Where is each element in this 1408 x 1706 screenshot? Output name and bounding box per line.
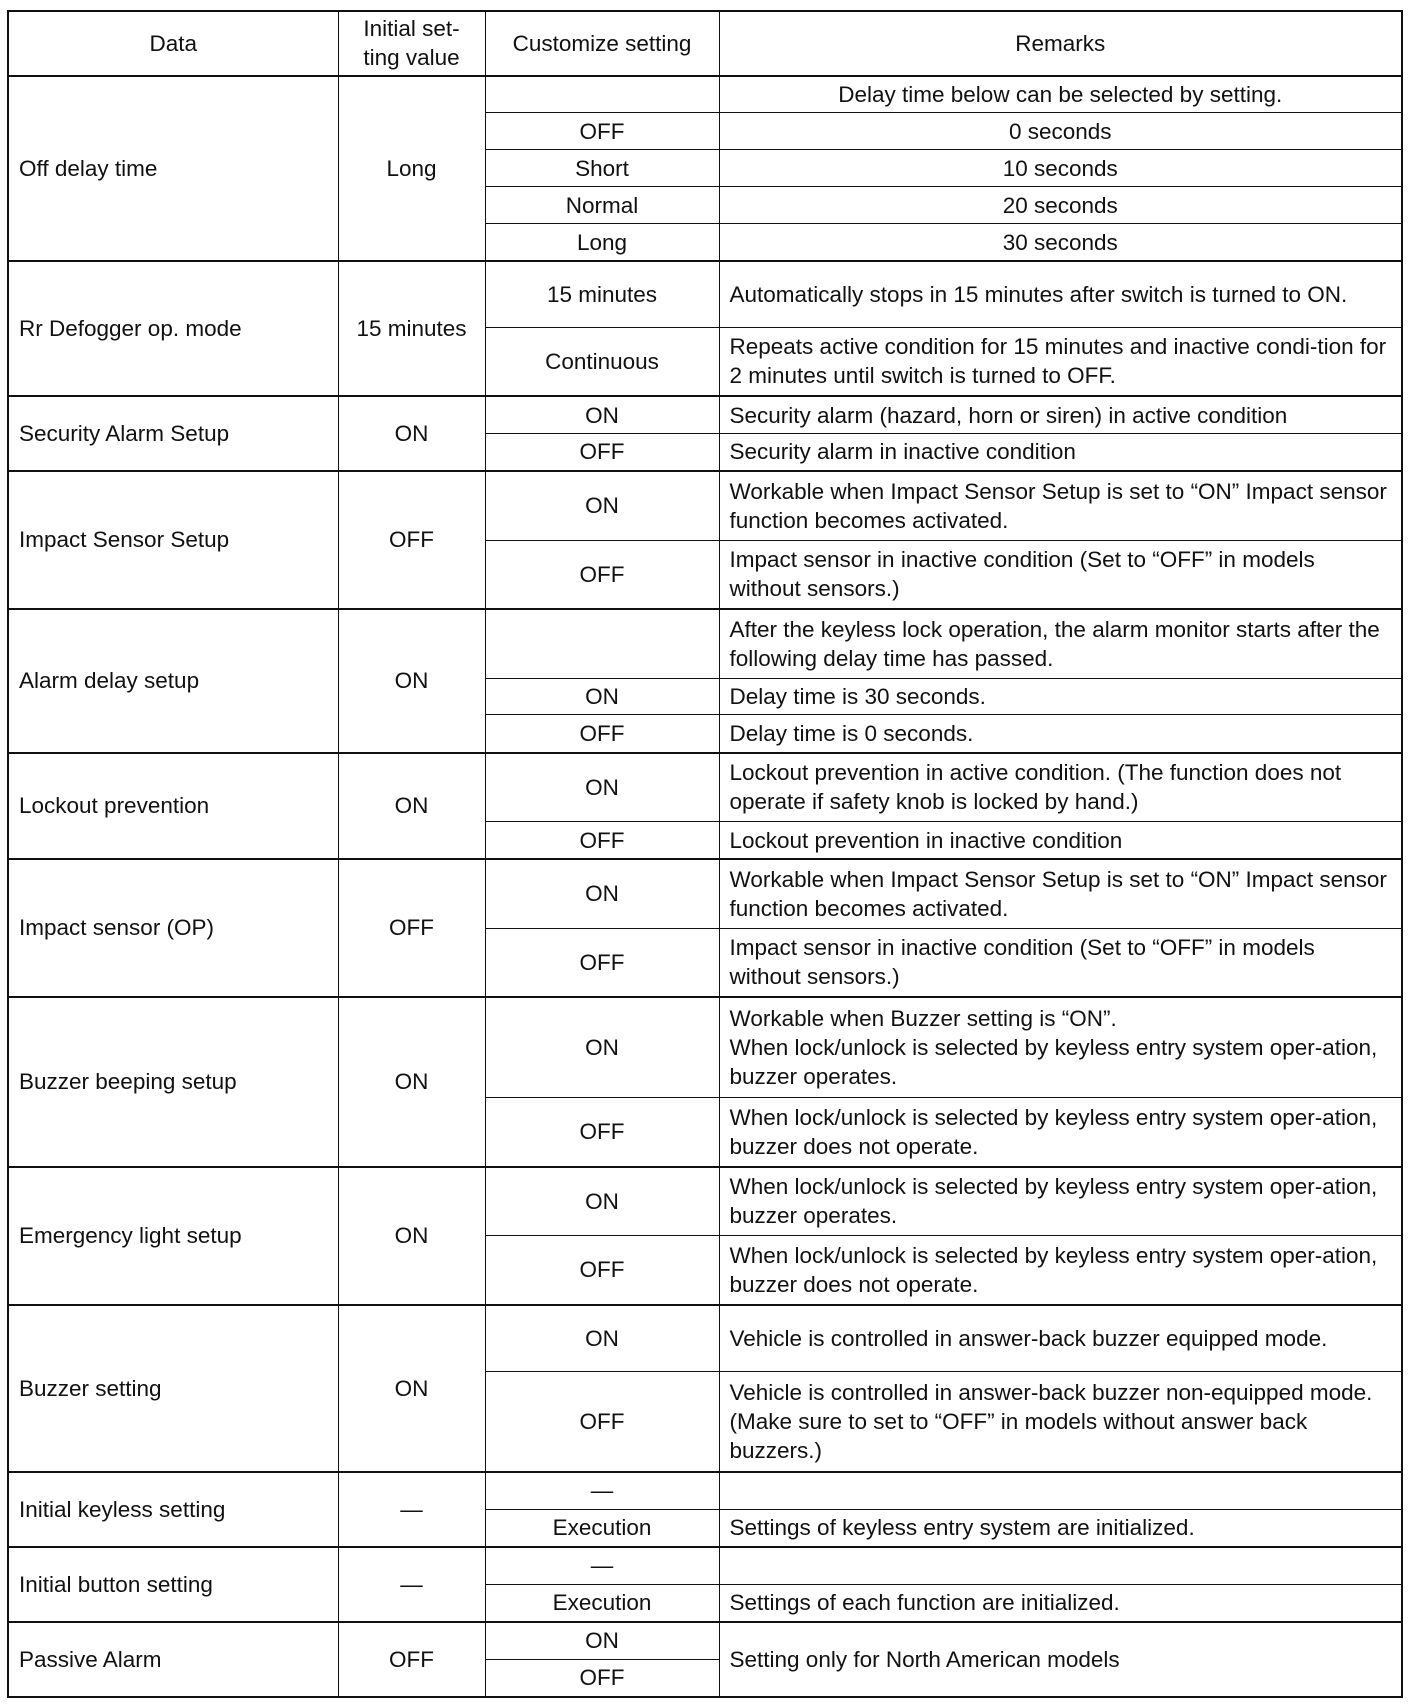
customize-setting-cell: OFF	[485, 822, 719, 859]
setting-group	[8, 1305, 1402, 1472]
remark-cell: 20 seconds	[719, 187, 1402, 224]
customize-settings-table	[7, 10, 1403, 1698]
remark-cell: Impact sensor in inactive condition (Set to “OFF” in models without sensors.)	[719, 540, 1402, 609]
remark-cell: 0 seconds	[719, 113, 1402, 150]
header-data: Data	[8, 11, 338, 76]
setting-group	[8, 1472, 1402, 1547]
remark-cell: Settings of each function are initialized.	[719, 1584, 1402, 1621]
customize-setting-cell: ON	[485, 396, 719, 433]
remark-cell: Delay time is 0 seconds.	[719, 715, 1402, 753]
remark-cell: Setting only for North American models	[719, 1622, 1402, 1697]
initial-value-cell: ON	[338, 997, 485, 1167]
table-header	[8, 11, 1402, 76]
data-cell: Buzzer beeping setup	[8, 997, 338, 1167]
initial-value-cell: OFF	[338, 859, 485, 997]
setting-group	[8, 753, 1402, 859]
remark-cell: When lock/unlock is selected by keyless entry system oper-ation, buzzer does not operate.	[719, 1098, 1402, 1167]
data-cell: Impact Sensor Setup	[8, 471, 338, 609]
table-row	[8, 609, 1402, 678]
initial-value-cell: ON	[338, 1305, 485, 1472]
initial-value-cell: OFF	[338, 1622, 485, 1697]
header-initial-setting-value	[338, 11, 485, 76]
customize-setting-cell: Execution	[485, 1584, 719, 1621]
customize-setting-cell: ON	[485, 1167, 719, 1236]
data-cell: Passive Alarm	[8, 1622, 338, 1697]
data-cell: Lockout prevention	[8, 753, 338, 859]
remark-cell: Security alarm (hazard, horn or siren) in active condition	[719, 396, 1402, 433]
initial-value-cell: Long	[338, 76, 485, 262]
data-cell: Initial button setting	[8, 1547, 338, 1622]
customize-setting-cell: Short	[485, 150, 719, 187]
table-row	[8, 471, 1402, 540]
remark-cell	[719, 1547, 1402, 1584]
remark-cell: 30 seconds	[719, 224, 1402, 262]
customize-setting-cell: OFF	[485, 1236, 719, 1305]
setting-group	[8, 396, 1402, 471]
remark-cell: When lock/unlock is selected by keyless entry system oper-ation, buzzer does not operate.	[719, 1236, 1402, 1305]
remark-cell: Workable when Impact Sensor Setup is set to “ON” Impact sensor function becomes activated.	[719, 859, 1402, 928]
table-row	[8, 1167, 1402, 1236]
initial-value-cell: —	[338, 1547, 485, 1622]
setting-group	[8, 471, 1402, 609]
table-row	[8, 1547, 1402, 1584]
remark-cell	[719, 1472, 1402, 1509]
customize-setting-cell: Continuous	[485, 327, 719, 396]
setting-group	[8, 997, 1402, 1167]
initial-value-cell: OFF	[338, 471, 485, 609]
remark-cell: Repeats active condition for 15 minutes and inactive condi-tion for 2 minutes until switch is turned to OFF.	[719, 327, 1402, 396]
data-cell: Emergency light setup	[8, 1167, 338, 1305]
setting-group	[8, 1547, 1402, 1622]
customize-setting-cell	[485, 609, 719, 678]
data-cell: Impact sensor (OP)	[8, 859, 338, 997]
remark-cell: Impact sensor in inactive condition (Set to “OFF” in models without sensors.)	[719, 928, 1402, 997]
initial-value-cell: ON	[338, 753, 485, 859]
customize-setting-cell: OFF	[485, 113, 719, 150]
setting-group	[8, 609, 1402, 753]
customize-setting-cell: —	[485, 1547, 719, 1584]
remark-cell: Delay time below can be selected by setting.	[719, 76, 1402, 113]
customize-setting-cell: ON	[485, 1622, 719, 1660]
remark-cell: After the keyless lock operation, the alarm monitor starts after the following delay time has passed.	[719, 609, 1402, 678]
customize-setting-cell: OFF	[485, 1098, 719, 1167]
customize-setting-cell: ON	[485, 1305, 719, 1372]
customize-setting-cell: OFF	[485, 540, 719, 609]
remark-cell: Settings of keyless entry system are initialized.	[719, 1509, 1402, 1546]
customize-setting-cell: OFF	[485, 928, 719, 997]
customize-setting-cell: ON	[485, 678, 719, 715]
remark-cell: Lockout prevention in active condition. (The function does not operate if safety knob is locked by hand.)	[719, 753, 1402, 822]
setting-group	[8, 76, 1402, 262]
data-cell: Off delay time	[8, 76, 338, 262]
header-row	[8, 11, 1402, 76]
remark-cell: Security alarm in inactive condition	[719, 434, 1402, 471]
header-initial-line2: ting value	[363, 45, 460, 71]
table-row	[8, 1305, 1402, 1372]
setting-group	[8, 859, 1402, 997]
table-row	[8, 753, 1402, 822]
table-row	[8, 1472, 1402, 1509]
remark-cell: Delay time is 30 seconds.	[719, 678, 1402, 715]
table-row	[8, 261, 1402, 327]
remark-cell: When lock/unlock is selected by keyless entry system oper-ation, buzzer operates.	[719, 1167, 1402, 1236]
setting-group	[8, 261, 1402, 396]
remark-cell: Vehicle is controlled in answer-back buzzer equipped mode.	[719, 1305, 1402, 1372]
table-row	[8, 859, 1402, 928]
customize-setting-cell: Normal	[485, 187, 719, 224]
data-cell: Initial keyless setting	[8, 1472, 338, 1547]
customize-setting-cell: OFF	[485, 1659, 719, 1697]
customize-setting-cell: Execution	[485, 1509, 719, 1546]
remark-cell: Lockout prevention in inactive condition	[719, 822, 1402, 859]
remark-cell: Vehicle is controlled in answer-back buzzer non-equipped mode. (Make sure to set to “OFF” in models without answer back buzzers.)	[719, 1371, 1402, 1472]
data-cell: Security Alarm Setup	[8, 396, 338, 471]
remark-cell: Automatically stops in 15 minutes after switch is turned to ON.	[719, 261, 1402, 327]
customize-setting-cell: ON	[485, 859, 719, 928]
data-cell: Alarm delay setup	[8, 609, 338, 753]
table-row	[8, 1622, 1402, 1660]
setting-group	[8, 1167, 1402, 1305]
header-remarks: Remarks	[719, 11, 1402, 76]
data-cell: Rr Defogger op. mode	[8, 261, 338, 396]
customize-setting-cell: Long	[485, 224, 719, 262]
header-initial-line1: Initial set-	[363, 16, 460, 41]
header-customize-setting: Customize setting	[485, 11, 719, 76]
remark-cell: Workable when Buzzer setting is “ON”. When lock/unlock is selected by keyless entry system oper-ation, buzzer operates.	[719, 997, 1402, 1098]
initial-value-cell: —	[338, 1472, 485, 1547]
customize-setting-cell: 15 minutes	[485, 261, 719, 327]
remark-cell: 10 seconds	[719, 150, 1402, 187]
customize-setting-cell: —	[485, 1472, 719, 1509]
customize-setting-cell: ON	[485, 753, 719, 822]
initial-value-cell: 15 minutes	[338, 261, 485, 396]
table-row	[8, 997, 1402, 1098]
customize-setting-cell	[485, 76, 719, 113]
initial-value-cell: ON	[338, 1167, 485, 1305]
table-row	[8, 396, 1402, 433]
customize-setting-cell: ON	[485, 997, 719, 1098]
customize-setting-cell: OFF	[485, 434, 719, 471]
customize-setting-cell: OFF	[485, 1371, 719, 1472]
table-row	[8, 76, 1402, 113]
initial-value-cell: ON	[338, 396, 485, 471]
initial-value-cell: ON	[338, 609, 485, 753]
customize-setting-cell: ON	[485, 471, 719, 540]
setting-group	[8, 1622, 1402, 1697]
data-cell: Buzzer setting	[8, 1305, 338, 1472]
customize-setting-cell: OFF	[485, 715, 719, 753]
remark-cell: Workable when Impact Sensor Setup is set to “ON” Impact sensor function becomes activated.	[719, 471, 1402, 540]
